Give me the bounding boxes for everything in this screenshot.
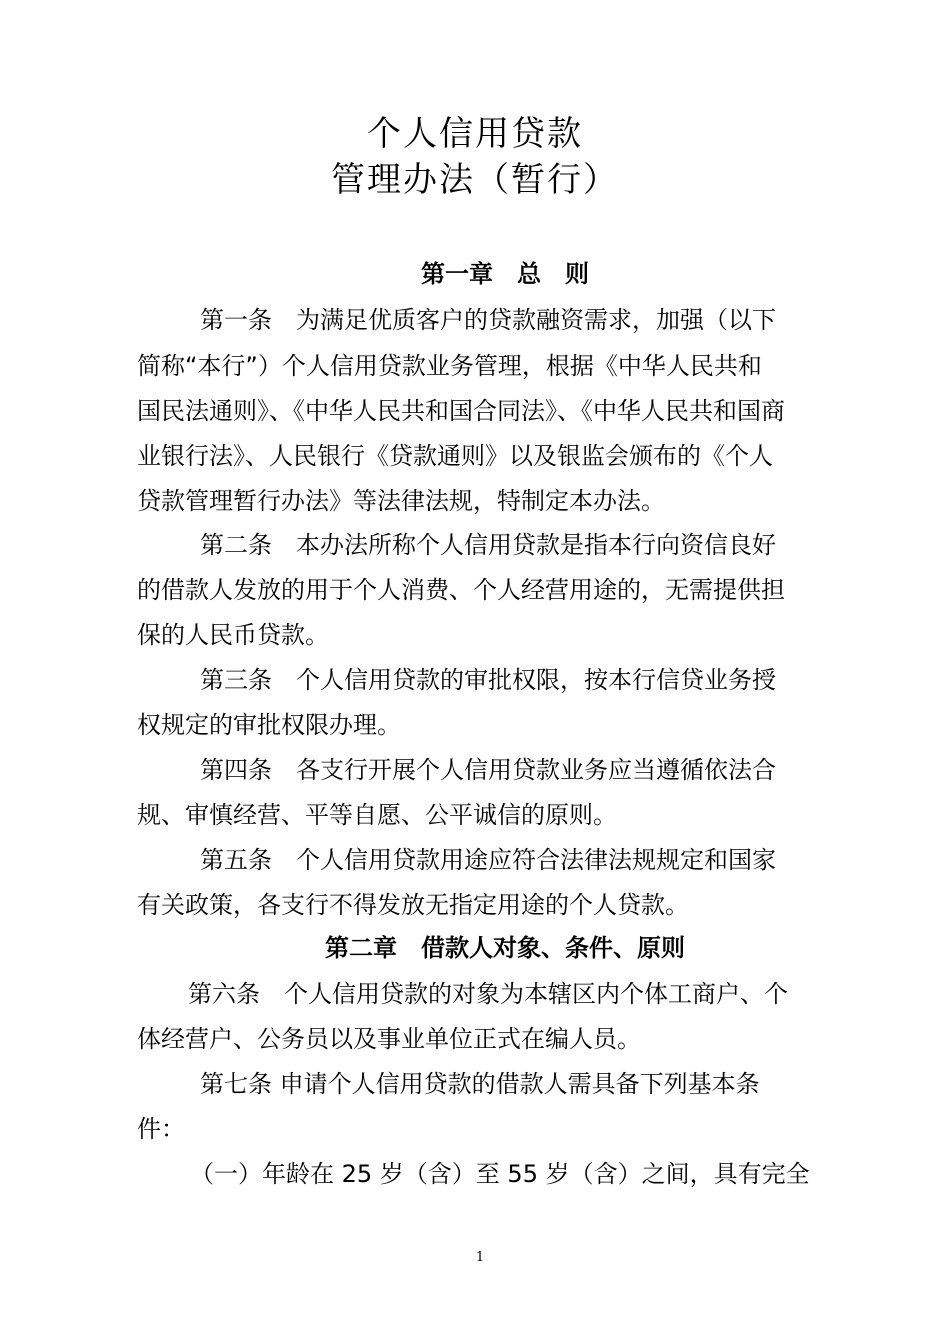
document-title-line-1: 个人信用贷款 xyxy=(367,114,583,154)
paragraph-line: 贷款管理暂行办法》等法律法规，特制定本办法。 xyxy=(137,487,665,515)
chapter-heading: 第一章 总 则 xyxy=(421,260,589,288)
chapter-heading: 第二章 借款人对象、条件、原则 xyxy=(325,934,685,962)
paragraph-line: 第五条 个人信用贷款用途应符合法律法规规定和国家 xyxy=(200,846,776,874)
paragraph-line: 第三条 个人信用贷款的审批权限，按本行信贷业务授 xyxy=(200,666,776,694)
paragraph-line: （一）年龄在 25 岁（含）至 55 岁（含）之间，具有完全 xyxy=(190,1160,810,1188)
paragraph-line: 第二条 本办法所称个人信用贷款是指本行向资信良好 xyxy=(200,531,776,559)
paragraph-line: 有关政策，各支行不得发放无指定用途的个人贷款。 xyxy=(137,891,689,919)
paragraph-line: 简称“本行”）个人信用贷款业务管理，根据《中华人民共和 xyxy=(137,352,762,380)
paragraph-line: 国民法通则》、《中华人民共和国合同法》、《中华人民共和国商 xyxy=(137,397,785,425)
paragraph-line: 第四条 各支行开展个人信用贷款业务应当遵循依法合 xyxy=(200,756,776,784)
paragraph-line: 权规定的审批权限办理。 xyxy=(137,711,401,739)
paragraph-line: 第七条 申请个人信用贷款的借款人需具备下列基本条 xyxy=(200,1070,760,1098)
paragraph-line: 规、审慎经营、平等自愿、公平诚信的原则。 xyxy=(137,801,617,829)
paragraph-line: 件： xyxy=(137,1115,185,1143)
paragraph-line: 第一条 为满足优质客户的贷款融资需求，加强（以下 xyxy=(200,306,776,334)
paragraph-line: 的借款人发放的用于个人消费、个人经营用途的，无需提供担 xyxy=(137,576,785,604)
paragraph-line: 第六条 个人信用贷款的对象为本辖区内个体工商户、个 xyxy=(188,980,788,1008)
document-title-line-2: 管理办法（暂行） xyxy=(331,160,619,200)
paragraph-line: 业银行法》、人民银行《贷款通则》以及银监会颁布的《个人 xyxy=(137,442,773,470)
paragraph-line: 体经营户、公务员以及事业单位正式在编人员。 xyxy=(137,1025,641,1053)
paragraph-line: 保的人民币贷款。 xyxy=(137,621,329,649)
page-number: 1 xyxy=(475,1250,485,1265)
